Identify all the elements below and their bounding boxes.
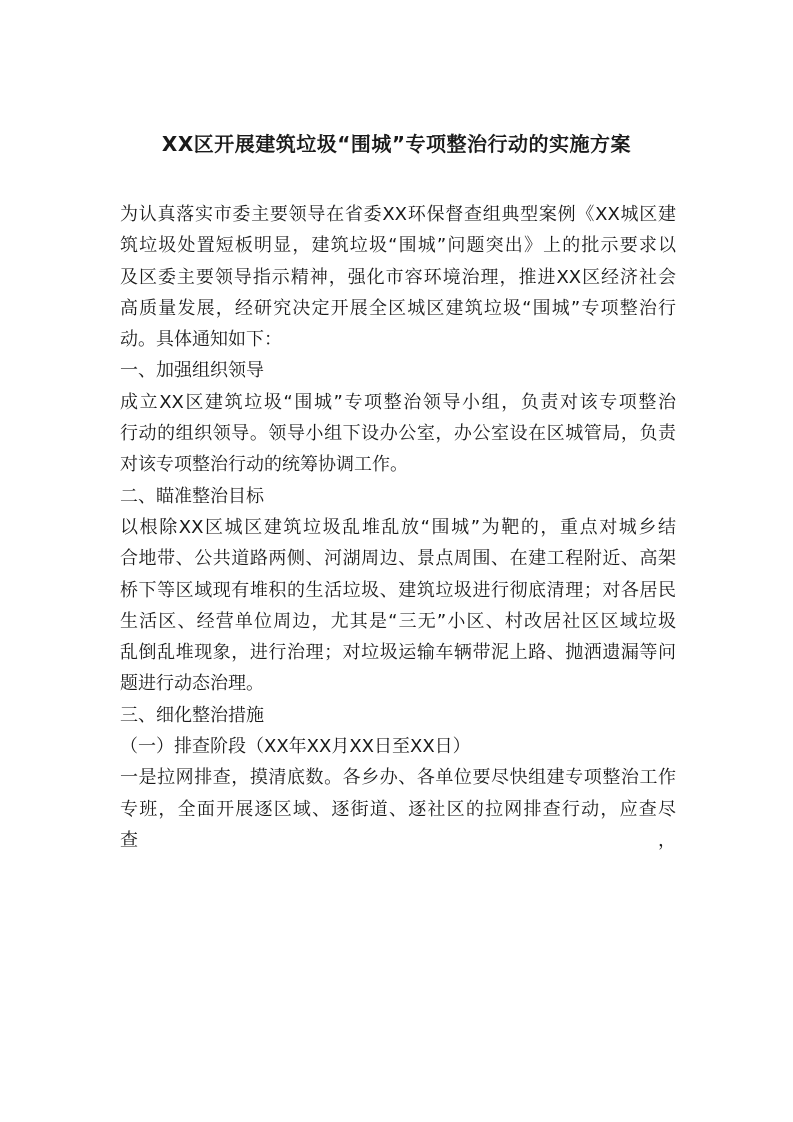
subsection-heading: （一）排查阶段（XX年XX月XX日至XX日） <box>120 736 471 758</box>
document-body <box>120 199 676 851</box>
body-line: 动。具体通知如下： <box>120 329 282 351</box>
body-line: 行动的组织领导。领导小组下设办公室，办公室设在区城管局，负责 <box>120 423 676 445</box>
section-heading: 二、瞄准整治目标 <box>120 485 264 507</box>
body-line: 高质量发展，经研究决定开展全区城区建筑垃圾“围城”专项整治行 <box>120 297 676 319</box>
body-line: 及区委主要领导指示精神，强化市容环境治理，推进XX区经济社会 <box>120 266 676 288</box>
body-line: 一是拉网排查，摸清底数。各乡办、各单位要尽快组建专项整治工作 <box>120 767 676 789</box>
body-line: 筑垃圾处置短板明显，建筑垃圾“围城”问题突出》上的批示要求以 <box>120 235 676 257</box>
document-title: XX区开展建筑垃圾“围城”专项整治行动的实施方案 <box>161 132 632 156</box>
body-line: 生活区、经营单位周边，尤其是“三无”小区、村改居社区区域垃圾 <box>120 610 676 632</box>
body-line: 为认真落实市委主要领导在省委XX环保督查组典型案例《XX城区建 <box>120 204 676 225</box>
body-line: 乱倒乱堆现象，进行治理；对垃圾运输车辆带泥上路、抛洒遗漏等问 <box>120 642 676 664</box>
body-line: 对该专项整治行动的统筹协调工作。 <box>120 454 408 476</box>
body-line: 题进行动态治理。 <box>120 673 264 695</box>
body-line: 成立XX区建筑垃圾“围城”专项整治领导小组，负责对该专项整治 <box>120 391 676 413</box>
section-heading: 一、加强组织领导 <box>120 360 264 382</box>
body-line: 以根除XX区城区建筑垃圾乱堆乱放“围城”为靶的，重点对城乡结 <box>120 516 676 538</box>
body-line: 合地带、公共道路两侧、河湖周边、景点周围、在建工程附近、高架 <box>120 548 676 570</box>
body-line: 桥下等区域现有堆积的生活垃圾、建筑垃圾进行彻底清理；对各居民 <box>120 579 676 601</box>
section-heading: 三、细化整治措施 <box>120 704 264 726</box>
body-line: 专班，全面开展逐区域、逐街道、逐社区的拉网排查行动，应查尽查， <box>120 798 676 851</box>
